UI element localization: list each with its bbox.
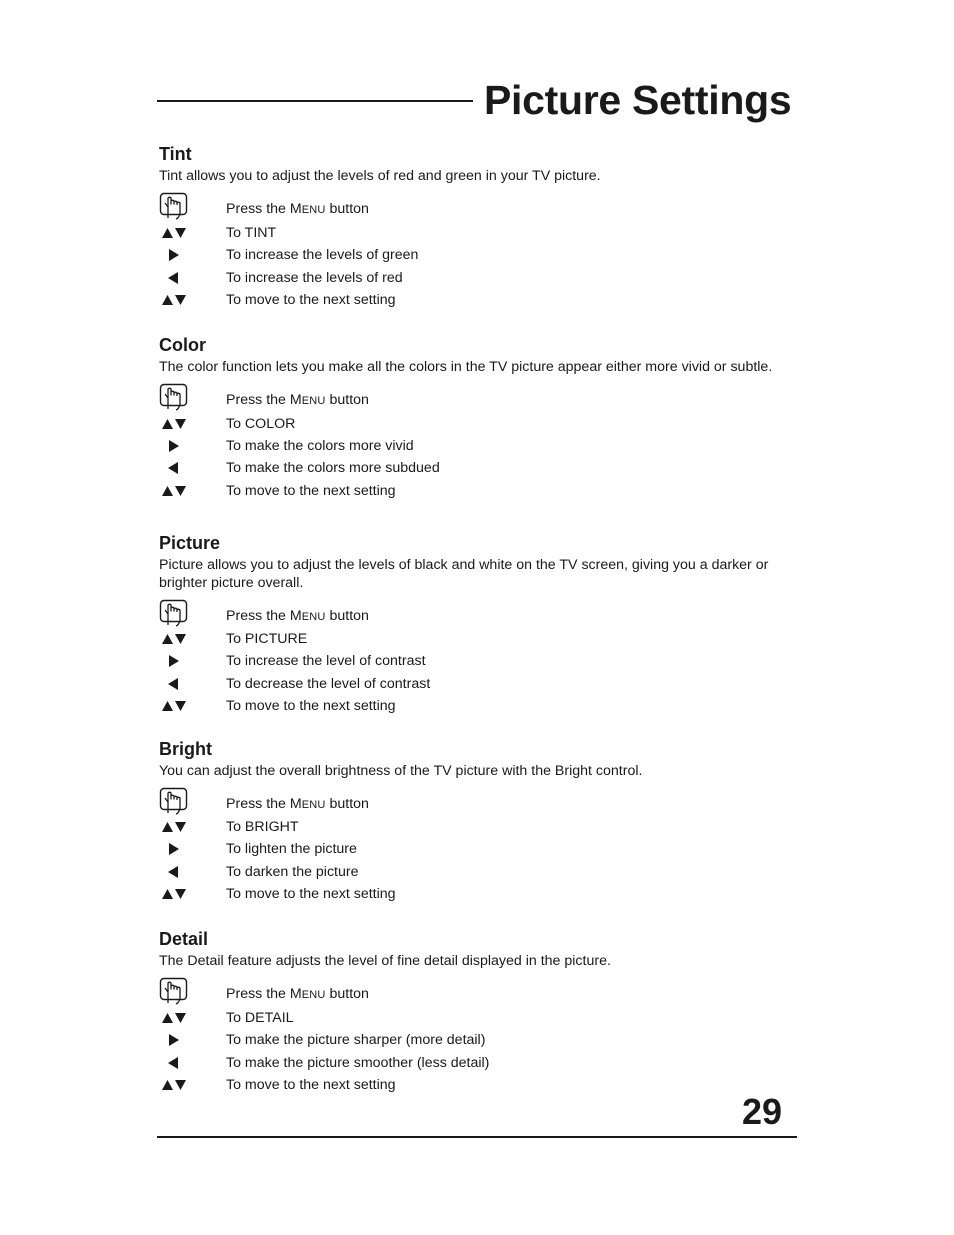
step-press-menu — [159, 793, 799, 815]
step-text: To move to the next setting — [226, 698, 396, 714]
left-arrow-icon — [161, 676, 189, 692]
up-down-arrows-icon — [161, 631, 189, 647]
left-arrow-icon — [161, 270, 189, 286]
right-arrow-icon — [161, 1032, 189, 1048]
step-next — [159, 480, 799, 502]
right-arrow-icon — [161, 438, 189, 454]
step-text: To lighten the picture — [226, 841, 357, 857]
step-text: Press the MENU button — [226, 201, 369, 217]
right-arrow-icon — [161, 841, 189, 857]
bottom-rule — [157, 1136, 797, 1138]
step-press-menu — [159, 198, 799, 220]
step-text: To make the picture sharper (more detail) — [226, 1032, 486, 1048]
step-select — [159, 1007, 799, 1029]
step-left — [159, 673, 799, 695]
section-heading: Tint — [159, 144, 192, 164]
section-heading: Bright — [159, 739, 212, 759]
step-text: To increase the level of contrast — [226, 653, 426, 669]
left-arrow-icon — [161, 460, 189, 476]
up-down-arrows-icon — [161, 225, 189, 241]
step-right — [159, 838, 799, 860]
section-heading: Color — [159, 335, 206, 355]
step-text: To move to the next setting — [226, 483, 396, 499]
left-arrow-icon — [161, 864, 189, 880]
step-text: To make the picture smoother (less detail) — [226, 1055, 490, 1071]
step-left — [159, 861, 799, 883]
step-next — [159, 1074, 799, 1096]
up-down-arrows-icon — [161, 886, 189, 902]
step-press-menu — [159, 983, 799, 1005]
step-text: To move to the next setting — [226, 1077, 396, 1093]
hand-pointer-icon — [159, 787, 189, 815]
step-right — [159, 1029, 799, 1051]
step-text: To decrease the level of contrast — [226, 676, 431, 692]
section-color — [159, 334, 799, 499]
step-text: Press the MENU button — [226, 796, 369, 812]
step-left — [159, 457, 799, 479]
title-rule — [157, 100, 473, 102]
step-text: To PICTURE — [226, 631, 308, 647]
step-next — [159, 289, 799, 311]
section-tint — [159, 143, 799, 308]
hand-pointer-icon — [159, 192, 189, 220]
up-down-arrows-icon — [161, 1010, 189, 1026]
section-heading: Picture — [159, 533, 221, 553]
step-select — [159, 413, 799, 435]
step-text: To increase the levels of red — [226, 270, 403, 286]
step-text: To TINT — [226, 225, 277, 241]
section-description: The Detail feature adjusts the level of fine detail displayed in the picture. — [159, 953, 611, 969]
section-heading: Detail — [159, 929, 209, 949]
step-right — [159, 650, 799, 672]
section-description: The color function lets you make all the colors in the TV picture appear either more vivid or subtle. — [159, 359, 773, 375]
step-text: Press the MENU button — [226, 392, 369, 408]
step-text: To COLOR — [226, 416, 296, 432]
step-right — [159, 435, 799, 457]
step-press-menu — [159, 389, 799, 411]
section-picture — [159, 532, 799, 714]
up-down-arrows-icon — [161, 698, 189, 714]
step-text: Press the MENU button — [226, 986, 369, 1002]
up-down-arrows-icon — [161, 819, 189, 835]
step-text: Press the MENU button — [226, 608, 369, 624]
step-right — [159, 244, 799, 266]
up-down-arrows-icon — [161, 292, 189, 308]
step-left — [159, 267, 799, 289]
step-press-menu — [159, 605, 799, 627]
step-next — [159, 695, 799, 717]
hand-pointer-icon — [159, 599, 189, 627]
step-next — [159, 883, 799, 905]
section-bright — [159, 738, 799, 902]
step-text: To BRIGHT — [226, 819, 299, 835]
step-select — [159, 816, 799, 838]
section-detail — [159, 928, 799, 1093]
step-text: To make the colors more vivid — [226, 438, 414, 454]
step-text: To increase the levels of green — [226, 247, 419, 263]
step-left — [159, 1052, 799, 1074]
step-text: To make the colors more subdued — [226, 460, 440, 476]
step-text: To DETAIL — [226, 1010, 294, 1026]
section-description: Picture allows you to adjust the levels of black and white on the TV screen, giving you a darker or brighter picture overall. — [159, 557, 769, 591]
up-down-arrows-icon — [161, 416, 189, 432]
step-text: To move to the next setting — [226, 886, 396, 902]
right-arrow-icon — [161, 653, 189, 669]
step-text: To darken the picture — [226, 864, 359, 880]
left-arrow-icon — [161, 1055, 189, 1071]
page-title: Picture Settings — [484, 77, 792, 123]
hand-pointer-icon — [159, 977, 189, 1005]
section-description: You can adjust the overall brightness of the TV picture with the Bright control. — [159, 763, 643, 779]
up-down-arrows-icon — [161, 1077, 189, 1093]
section-description: Tint allows you to adjust the levels of red and green in your TV picture. — [159, 168, 601, 184]
hand-pointer-icon — [159, 383, 189, 411]
step-select — [159, 628, 799, 650]
step-text: To move to the next setting — [226, 292, 396, 308]
up-down-arrows-icon — [161, 483, 189, 499]
step-select — [159, 222, 799, 244]
right-arrow-icon — [161, 247, 189, 263]
page-number: 29 — [742, 1091, 783, 1132]
